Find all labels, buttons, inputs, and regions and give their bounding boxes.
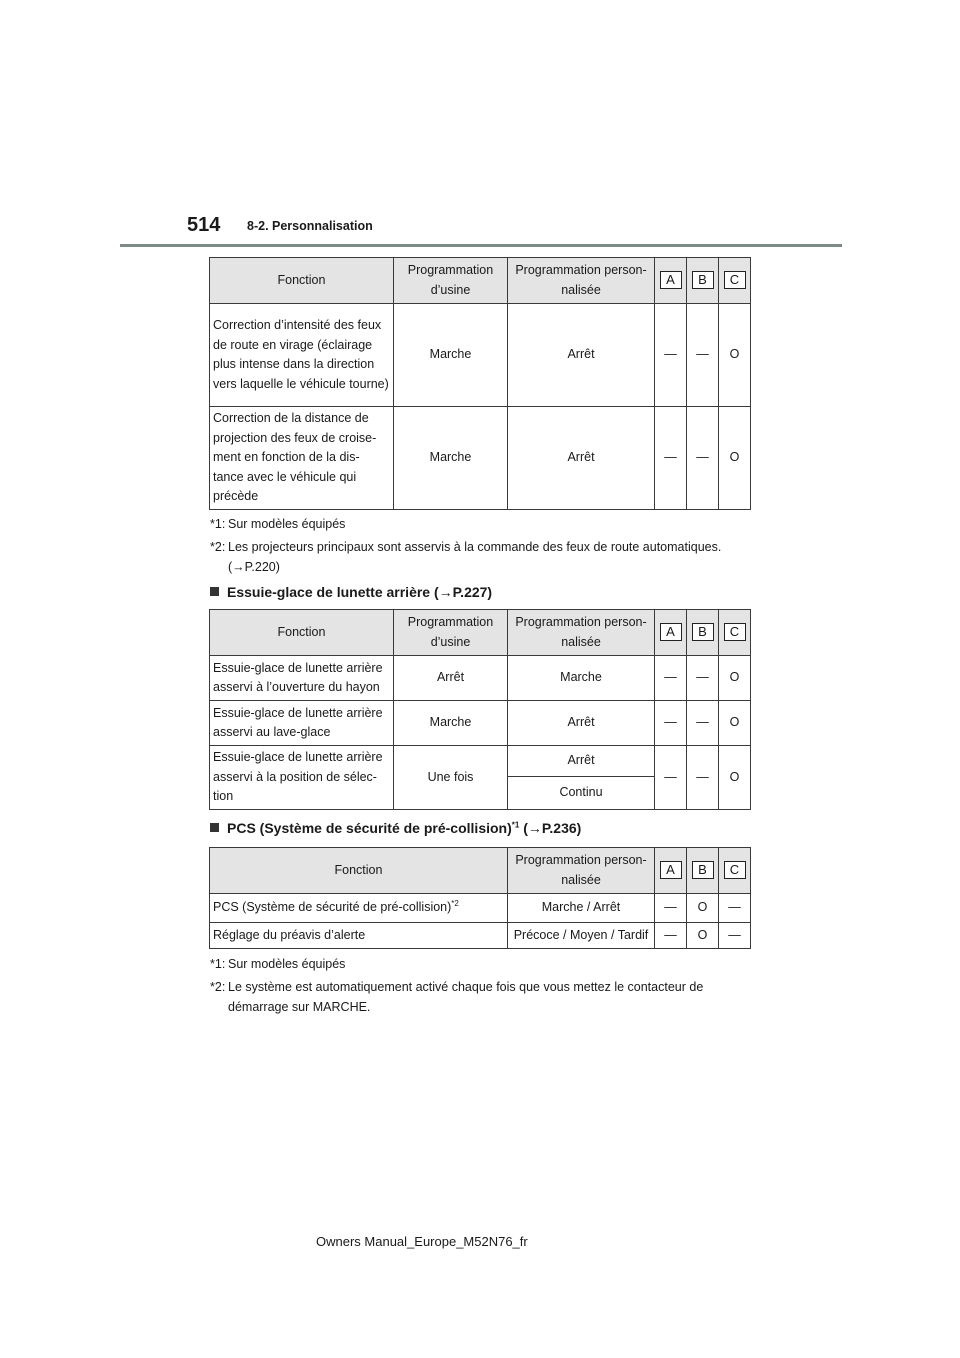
cell-perso: Continu	[508, 777, 655, 810]
letter-b-box: B	[692, 623, 714, 641]
header-a	[655, 258, 687, 304]
cell-b: —	[687, 304, 719, 407]
footnote-mark: *2:	[210, 540, 226, 554]
settings-table-rear-wiper	[209, 609, 751, 810]
table-header-row	[210, 848, 751, 894]
cell-b: —	[687, 656, 719, 701]
header-b	[687, 258, 719, 304]
cell-b: —	[687, 701, 719, 746]
page-ref: (→P.236)	[523, 820, 582, 836]
footnote-mark: *2:	[210, 980, 226, 994]
cell-fonction: Essuie-glace de lunette arrière asservi au lave-glace	[210, 701, 394, 746]
cell-usine: Marche	[394, 407, 508, 510]
footnote-text: Sur modèles équipés	[228, 517, 346, 531]
table-header-row	[210, 258, 751, 304]
footer-doc-id: Owners Manual_Europe_M52N76_fr	[316, 1234, 528, 1249]
cell-b: O	[687, 923, 719, 949]
footnote-text: Sur modèles équipés	[228, 957, 346, 971]
header-b	[687, 610, 719, 656]
footnote-text: Les projecteurs principaux sont asservis à la commande des feux de route automatiques. (→P.220)	[228, 540, 722, 574]
table-row	[210, 304, 751, 407]
cell-fonction: Correction de la distance de projection des feux de croise- ment en fonction de la dis- tance avec le véhicule qui précède	[210, 407, 394, 510]
cell-a: —	[655, 701, 687, 746]
cell-c: O	[719, 701, 751, 746]
settings-table-pcs	[209, 847, 751, 949]
cell-a: —	[655, 894, 687, 923]
cell-fonction: Essuie-glace de lunette arrière asservi à l’ouverture du hayon	[210, 656, 394, 701]
bullet-square-icon	[210, 587, 219, 596]
cell-usine: Une fois	[394, 746, 508, 810]
footnote-ref: *1	[511, 820, 520, 830]
letter-c-box: C	[724, 623, 746, 641]
footnote-2	[210, 537, 748, 577]
header-perso: Programmation person- nalisée	[508, 610, 655, 656]
cell-fonction	[210, 894, 508, 923]
cell-usine: Marche	[394, 304, 508, 407]
cell-a: —	[655, 407, 687, 510]
cell-a: —	[655, 746, 687, 810]
header-fonction: Fonction	[210, 848, 508, 894]
cell-c: —	[719, 923, 751, 949]
letter-a-box: A	[660, 861, 682, 879]
heading-pcs	[210, 820, 581, 836]
cell-c: O	[719, 746, 751, 810]
header-fonction: Fonction	[210, 610, 394, 656]
cell-perso: Arrêt	[508, 746, 655, 777]
cell-perso: Précoce / Moyen / Tardif	[508, 923, 655, 949]
section-title: 8-2. Personnalisation	[247, 219, 373, 233]
header-c	[719, 848, 751, 894]
letter-c-box: C	[724, 861, 746, 879]
cell-usine: Marche	[394, 701, 508, 746]
cell-a: —	[655, 923, 687, 949]
cell-b: —	[687, 746, 719, 810]
cell-c: —	[719, 894, 751, 923]
letter-a-box: A	[660, 271, 682, 289]
footnote-mark: *1:	[210, 957, 226, 971]
header-c	[719, 258, 751, 304]
table-row	[210, 746, 751, 777]
header-usine: Programmation d’usine	[394, 610, 508, 656]
cell-perso: Arrêt	[508, 304, 655, 407]
header-c	[719, 610, 751, 656]
table-row	[210, 701, 751, 746]
cell-text: PCS (Système de sécurité de pré-collision)	[213, 900, 452, 915]
cell-b: O	[687, 894, 719, 923]
table-row	[210, 894, 751, 923]
header-rule	[120, 244, 842, 247]
cell-b: —	[687, 407, 719, 510]
footnote-2	[210, 977, 748, 1017]
footnote-mark: *1:	[210, 517, 226, 531]
footnote-1	[210, 954, 748, 974]
bullet-square-icon	[210, 823, 219, 832]
cell-c: O	[719, 304, 751, 407]
table-header-row	[210, 610, 751, 656]
cell-usine: Arrêt	[394, 656, 508, 701]
cell-perso: Arrêt	[508, 407, 655, 510]
letter-b-box: B	[692, 861, 714, 879]
cell-perso: Marche / Arrêt	[508, 894, 655, 923]
footnote-ref: *2	[451, 899, 459, 909]
table-row	[210, 656, 751, 701]
cell-a: —	[655, 656, 687, 701]
cell-fonction: Correction d’intensité des feux de route en virage (éclairage plus intense dans la direction vers laquelle le véhicule tourne)	[210, 304, 394, 407]
header-a	[655, 610, 687, 656]
cell-a: —	[655, 304, 687, 407]
letter-a-box: A	[660, 623, 682, 641]
letter-c-box: C	[724, 271, 746, 289]
cell-c: O	[719, 656, 751, 701]
header-fonction: Fonction	[210, 258, 394, 304]
cell-fonction: Essuie-glace de lunette arrière asservi à la position de sélec- tion	[210, 746, 394, 810]
header-perso: Programmation person- nalisée	[508, 848, 655, 894]
settings-table-headlights	[209, 257, 751, 510]
cell-perso: Arrêt	[508, 701, 655, 746]
cell-perso: Marche	[508, 656, 655, 701]
header-usine: Programmation d’usine	[394, 258, 508, 304]
page-number: 514	[187, 214, 221, 236]
header-b	[687, 848, 719, 894]
header-a	[655, 848, 687, 894]
footnote-text: Le système est automatiquement activé chaque fois que vous mettez le contacteur de démarrage sur MARCHE.	[228, 980, 704, 1014]
footnote-1	[210, 514, 748, 534]
table-row	[210, 407, 751, 510]
letter-b-box: B	[692, 271, 714, 289]
header-perso: Programmation person- nalisée	[508, 258, 655, 304]
cell-fonction: Réglage du préavis d’alerte	[210, 923, 508, 949]
cell-c: O	[719, 407, 751, 510]
heading-rear-wiper	[210, 584, 492, 600]
heading-text: PCS (Système de sécurité de pré-collision)	[227, 820, 512, 836]
table-row	[210, 923, 751, 949]
heading-text: Essuie-glace de lunette arrière (→P.227)	[227, 584, 493, 600]
